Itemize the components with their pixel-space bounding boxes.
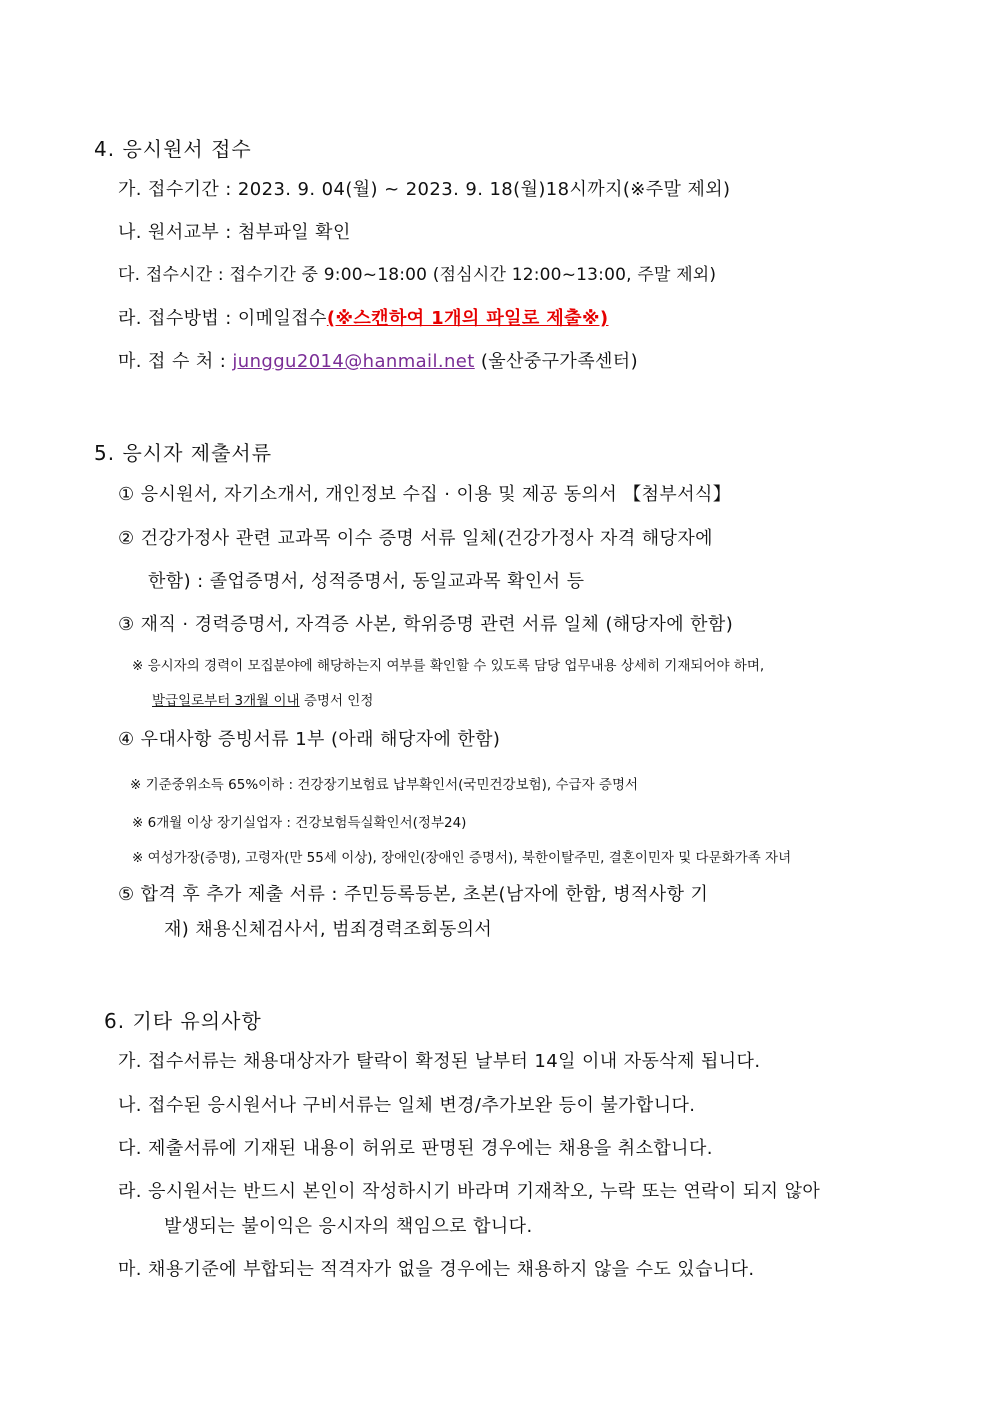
section5-note-1: ※ 응시자의 경력이 모집분야에 해당하는지 여부를 확인할 수 있도록 담당 업무내용 상세히 기재되어야 하며,	[132, 658, 765, 674]
section6-item-3: 다. 제출서류에 기재된 내용이 허위로 판명된 경우에는 채용을 취소합니다.	[118, 1138, 713, 1159]
section5-note-4: ※ 여성가장(증명), 고령자(만 55세 이상), 장애인(장애인 증명서), 북한이탈주민, 결혼이민자 및 다문화가족 자녀	[132, 850, 792, 866]
section6-item-4: 라. 응시원서는 반드시 본인이 작성하시기 바라며 기재착오, 누락 또는 연락이 되지 않아	[118, 1181, 821, 1202]
method-emphasis: (※스캔하여 1개의 파일로 제출※)	[326, 308, 609, 329]
section5-item-5-cont: 재) 채용신체검사서, 범죄경력조회동의서	[164, 919, 493, 940]
section5-item-1: ① 응시원서, 자기소개서, 개인정보 수집 · 이용 및 제공 동의서 【첨부서식】	[118, 484, 732, 505]
section6-item-2: 나. 접수된 응시원서나 구비서류는 일체 변경/추가보완 등이 불가합니다.	[118, 1095, 696, 1116]
recipient-org: (울산중구가족센터)	[474, 351, 639, 372]
section4-item-period: 가. 접수기간 : 2023. 9. 04(월) ~ 2023. 9. 18(월)18시까지(※주말 제외)	[118, 179, 731, 200]
section4-item-recipient	[118, 351, 638, 373]
section4-item-form: 나. 원서교부 : 첨부파일 확인	[118, 222, 351, 243]
certificate-note: 증명서 인정	[299, 693, 374, 709]
section6-item-4-cont: 발생되는 불이익은 응시자의 책임으로 합니다.	[164, 1216, 533, 1237]
section5-item-4: ④ 우대사항 증빙서류 1부 (아래 해당자에 한함)	[118, 729, 501, 750]
section6-item-5: 마. 채용기준에 부합되는 적격자가 없을 경우에는 채용하지 않을 수도 있습니다.	[118, 1259, 755, 1280]
section6-item-1: 가. 접수서류는 채용대상자가 탈락이 확정된 날부터 14일 이내 자동삭제 됩니다.	[118, 1051, 761, 1072]
section5-item-3: ③ 재직 · 경력증명서, 자격증 사본, 학위증명 관련 서류 일체 (해당자에 한함)	[118, 614, 734, 635]
method-label: 라. 접수방법 : 이메일접수	[118, 308, 327, 329]
issue-date-underline: 발급일로부터 3개월 이내	[152, 693, 300, 709]
email-link[interactable]: junggu2014@hanmail.net	[232, 351, 475, 372]
recipient-label: 마. 접 수 처 :	[118, 351, 233, 372]
section4-heading: 4. 응시원서 접수	[94, 137, 252, 161]
section5-item-5: ⑤ 합격 후 추가 제출 서류 : 주민등록등본, 초본(남자에 한함, 병적사항 기	[118, 884, 709, 905]
section6-heading: 6. 기타 유의사항	[104, 1009, 262, 1033]
section5-heading: 5. 응시자 제출서류	[94, 441, 273, 465]
section5-item-2: ② 건강가정사 관련 교과목 이수 증명 서류 일체(건강가정사 자격 해당자에	[118, 528, 713, 549]
section5-note-3: ※ 6개월 이상 장기실업자 : 건강보험득실확인서(정부24)	[132, 815, 467, 831]
section5-note-2: ※ 기준중위소득 65%이하 : 건강장기보험료 납부확인서(국민건강보험), 수급자 증명서	[130, 777, 639, 793]
section5-item-2-cont: 한함) : 졸업증명서, 성적증명서, 동일교과목 확인서 등	[148, 571, 585, 592]
section5-note-1-cont	[152, 693, 373, 709]
section4-item-hours: 다. 접수시간 : 접수기간 중 9:00~18:00 (점심시간 12:00~13:00, 주말 제외)	[118, 265, 717, 285]
section4-item-method	[118, 308, 609, 330]
